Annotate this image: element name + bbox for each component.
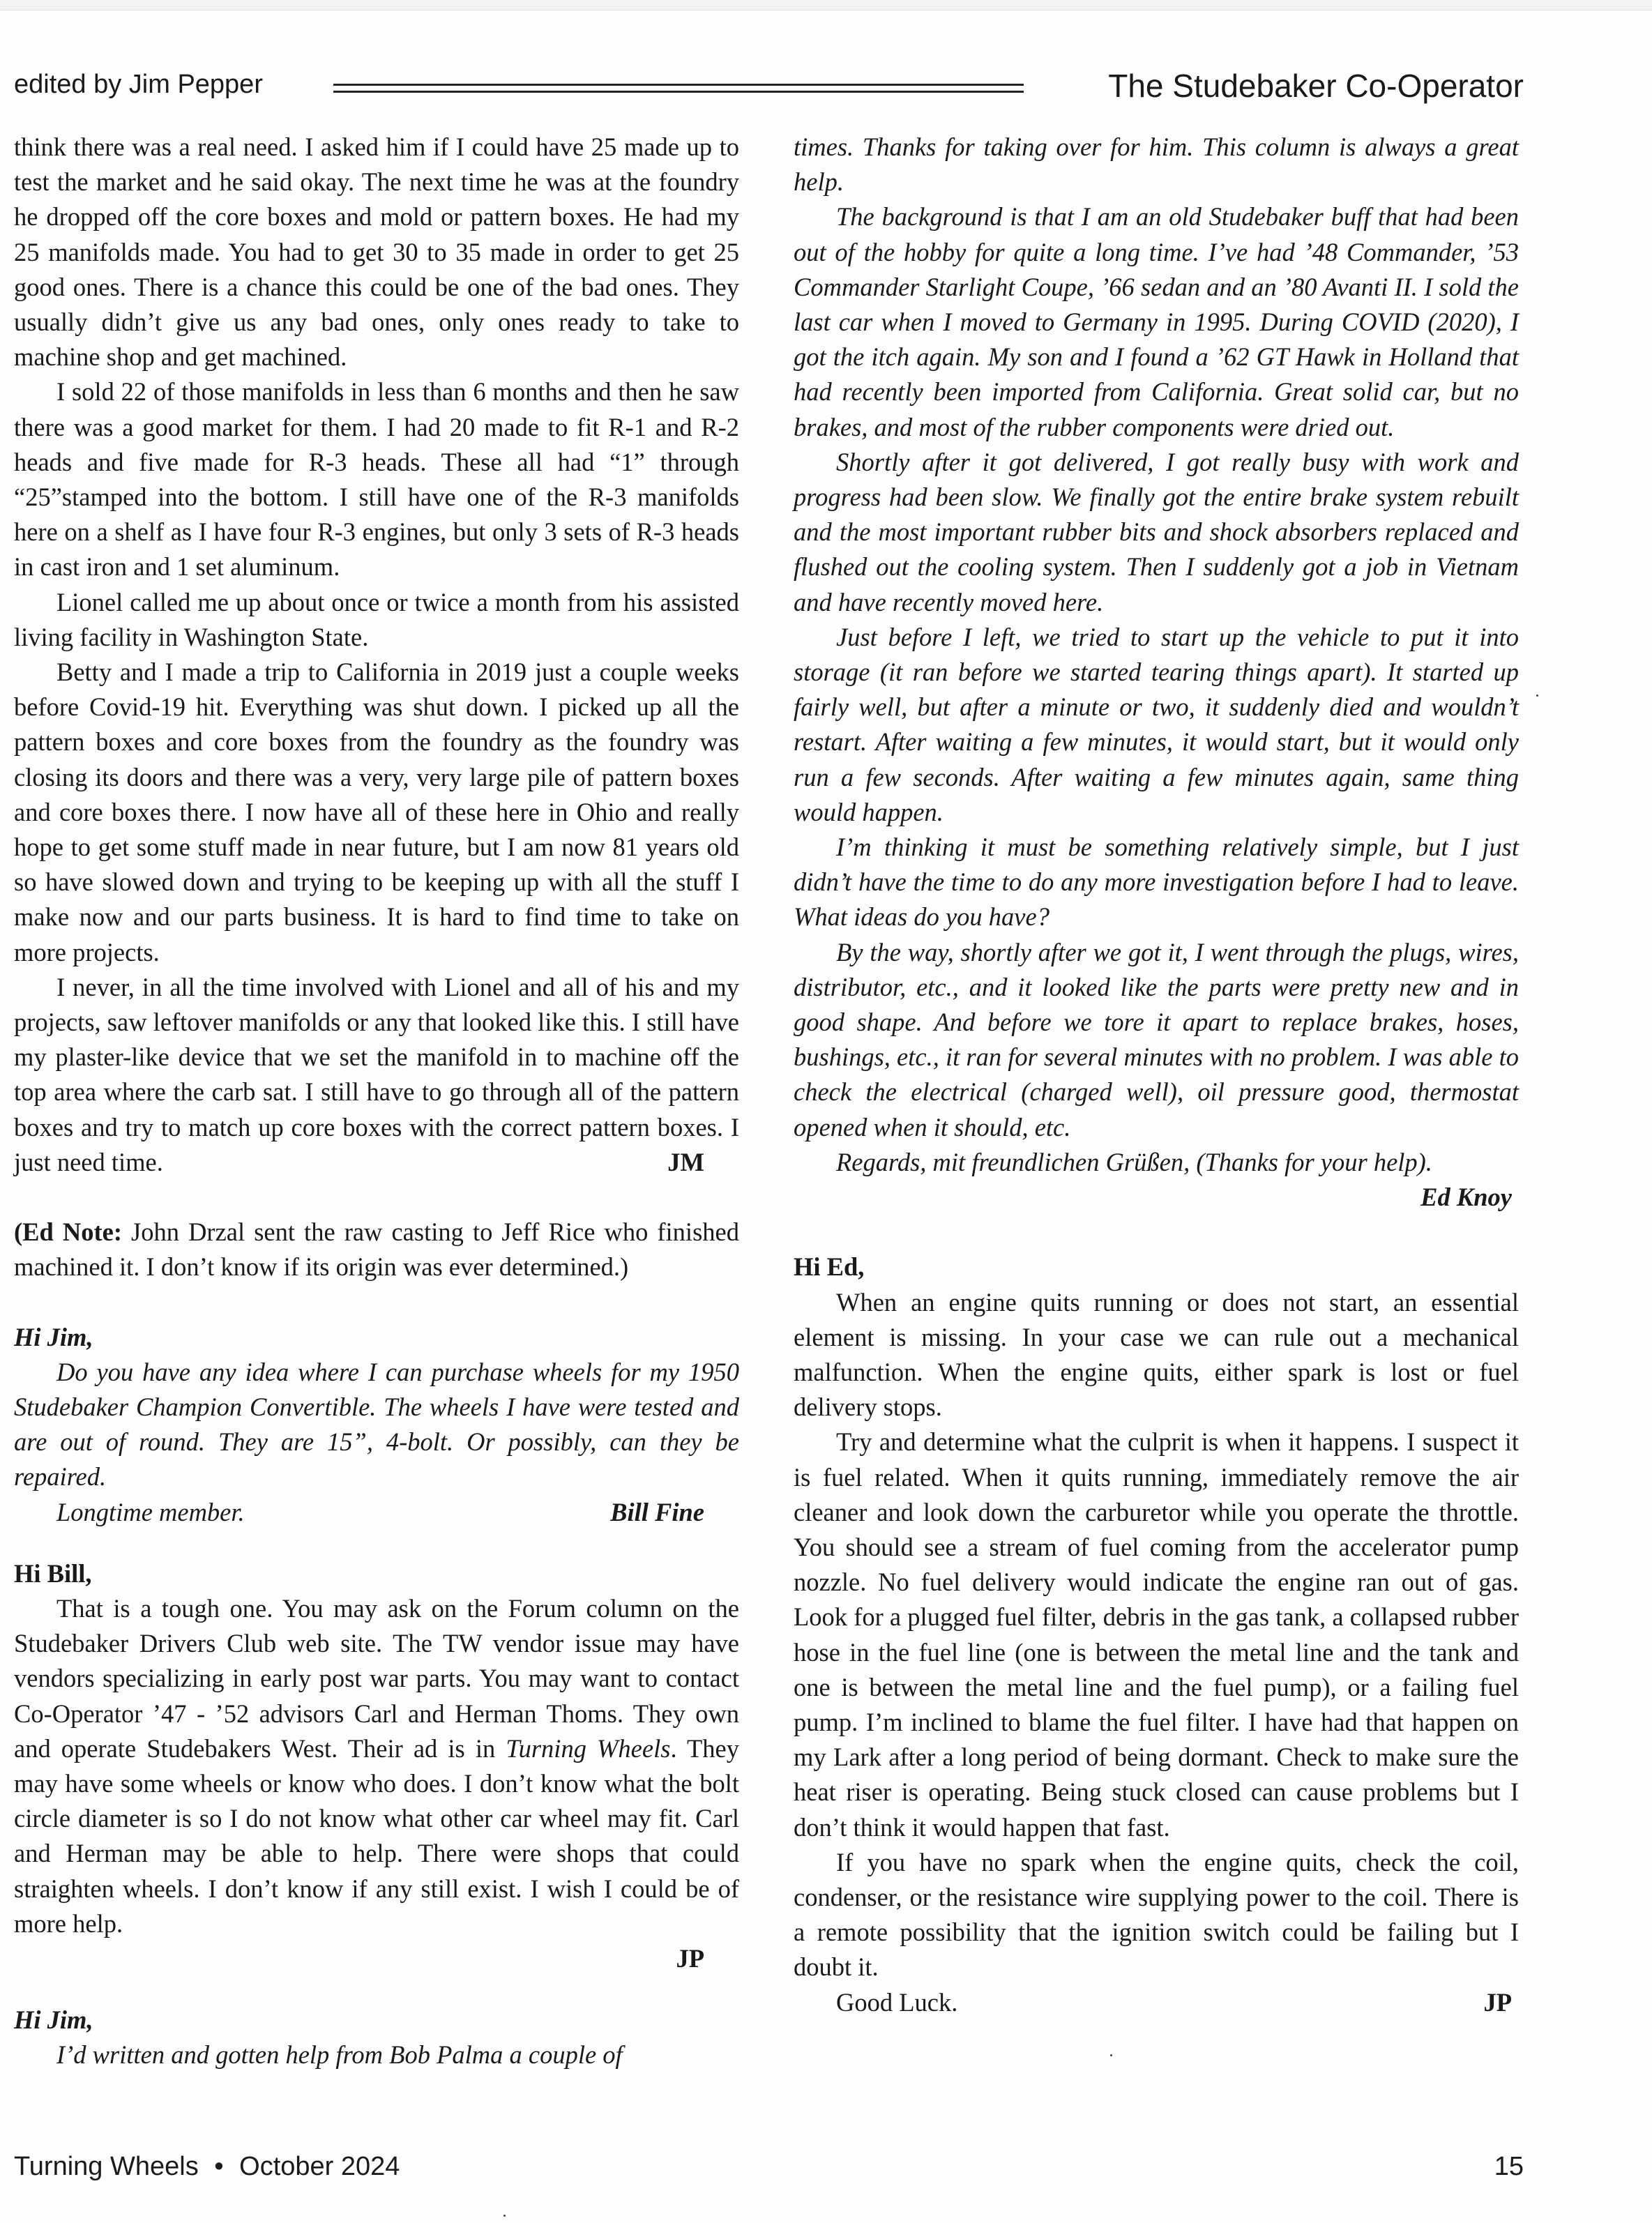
letter-body-start: I’d written and gotten help from Bob Palma a couple of xyxy=(56,2040,623,2070)
header-rule-top xyxy=(333,84,1024,86)
reply-text: . They may have some wheels or know who does. I don’t know what the bolt circle diameter is so I do not know what other car wheel may fit. Carl and Herman may be able to help. There were shops that could straighten wheels. I don’t know if any still exist. I wish I could be of more help. xyxy=(14,1733,739,1938)
ed-note xyxy=(14,1215,739,1284)
scan-speck xyxy=(503,2215,506,2217)
publication-title: The Studebaker Co-Operator xyxy=(1108,68,1524,104)
editor-credit: edited by Jim Pepper xyxy=(14,70,263,99)
page-number: 15 xyxy=(1494,2152,1524,2181)
letter-closing-line xyxy=(14,1495,739,1530)
letter-body: Shortly after it got delivered, I got really busy with work and progress had been slow. We finally got the entire brake system rebuilt and the most important rubber bits and shock absorbers replaced and flushed out the cooling system. Then I suddenly got a job in Vietnam and have recently moved here. xyxy=(794,447,1519,616)
letter-closing: Regards, mit freundlichen Grüßen, (Thanks for your help). xyxy=(836,1147,1432,1176)
reply-closing: Good Luck. xyxy=(836,1987,958,2017)
scan-speck xyxy=(1110,2054,1112,2056)
letter-body: By the way, shortly after we got it, I went through the plugs, wires, distributor, etc., and it looked like the parts were pretty new and in good shape. And before we tore it apart to replace brakes, hoses, bushings, etc., it ran for several minutes with no problem. I was able to check the electrical (charged well), oil pressure good, thermostat opened when it should, etc. xyxy=(794,937,1519,1141)
ed-note-text: John Drzal sent the raw casting to Jeff Rice who finished machined it. I don’t know if its origin was ever determined.) xyxy=(14,1217,739,1282)
reply-closing-line xyxy=(794,1985,1519,2020)
reply-magazine-title: Turning Wheels xyxy=(506,1733,671,1763)
paragraph-text: I never, in all the time involved with Lionel and all of his and my projects, saw leftover manifolds or any that looked like this. I still have my plaster-like device that we set the manifold in to machine off the top area where the carb sat. I still have to go through all of the pattern boxes and try to match up core boxes with the correct pattern boxes. I just need time. xyxy=(14,972,740,1176)
letter-body: times. Thanks for taking over for him. This column is always a great help. xyxy=(794,132,1519,197)
letter-signature: Ed Knoy xyxy=(1420,1183,1512,1212)
left-column xyxy=(14,130,739,2073)
footer-date: October 2024 xyxy=(239,2152,400,2181)
paragraph: I sold 22 of those manifolds in less than 6 months and then he saw there was a good market for them. I had 20 made to fit R-1 and R-2 heads and five made for R-3 heads. These all had “1” through “25”stamped into the bottom. I still have one of the R-3 manifolds here on a shelf as I have four R-3 engines, but only 3 sets of R-3 heads in cast iron and 1 set aluminum. xyxy=(14,377,739,582)
ed-note-label: (Ed Note: xyxy=(14,1217,122,1247)
footer-magazine: Turning Wheels xyxy=(14,2152,199,2181)
reply-signature: JP xyxy=(1483,1987,1512,2017)
reply-body: Try and determine what the culprit is when it happens. I suspect it is fuel related. When it quits running, immediately remove the air cleaner and look down the carburetor while you operate the throttle. You should see a stream of fuel coming from the accelerator pump nozzle. No fuel delivery would indicate the engine ran out of gas. Look for a plugged fuel filter, debris in the gas tank, a collapsed rubber hose in the fuel line (one is between the metal line and the tank and one is between the metal line and the fuel pump), or a failing fuel pump. I’m inclined to blame the fuel filter. I have had that happen on my Lark after a long period of being dormant. Check to make sure the heat riser is operating. Being stuck closed can cause problems but I don’t think it would happen that fast. xyxy=(794,1427,1519,1842)
paragraph xyxy=(14,970,739,1180)
right-column xyxy=(794,130,1519,2020)
letter-body: The background is that I am an old Studebaker buff that had been out of the hobby for quite a long time. I’ve had ’48 Commander, ’53 Commander Starlight Coupe, ’66 sedan and an ’80 Avanti II. I sold the last car when I moved to Germany in 1995. During COVID (2020), I got the itch again. My son and I found a ’62 GT Hawk in Holland that had recently been imported from California. Great solid car, but no brakes, and most of the rubber components were dried out. xyxy=(794,202,1519,441)
reply-greeting: Hi Bill, xyxy=(14,1558,92,1588)
letter-body: I’m thinking it must be something relatively simple, but I just didn’t have the time to do any more investigation before I had to leave. What ideas do you have? xyxy=(794,833,1519,932)
reply-signature: JP xyxy=(676,1943,704,1973)
footer-issue xyxy=(14,2152,400,2182)
paragraph: think there was a real need. I asked him if I could have 25 made up to test the market and he said okay. The next time he was at the foundry he dropped off the core boxes and mold or pattern boxes. He had my 25 manifolds made. You had to get 30 to 35 made in order to get 25 good ones. There is a chance this could be one of the bad ones. They usually didn’t give us any bad ones, only ones ready to take to machine shop and get machined. xyxy=(14,132,739,372)
paragraph: Lionel called me up about once or twice a month from his assisted living facility in Washington State. xyxy=(14,587,739,651)
letter-signature: Bill Fine xyxy=(610,1497,704,1526)
footer-bullet: • xyxy=(214,2152,224,2181)
letter-greeting: Hi Jim, xyxy=(14,1322,93,1351)
header-rule-bottom xyxy=(333,91,1024,93)
signature-jm: JM xyxy=(667,1147,704,1176)
letter-greeting: Hi Jim, xyxy=(14,2005,93,2035)
letter-body: Do you have any idea where I can purchase wheels for my 1950 Studebaker Champion Convertible. The wheels I have were tested and are out of round. They are 15”, 4-bolt. Or possibly, can they be repaired. xyxy=(14,1357,739,1492)
reply-greeting: Hi Ed, xyxy=(794,1252,865,1282)
reply-body: If you have no spark when the engine quits, check the coil, condenser, or the resistance wire supplying power to the coil. There is a remote possibility that the ignition switch could be failing but I doubt it. xyxy=(794,1847,1519,1982)
reply-body xyxy=(14,1591,739,1941)
letter-closing: Longtime member. xyxy=(56,1497,245,1526)
scan-speck xyxy=(1536,695,1538,697)
reply-body: When an engine quits running or does not start, an essential element is missing. In your case we can rule out a mechanical malfunction. When the engine quits, either spark is lost or fuel delivery stops. xyxy=(794,1287,1519,1422)
paragraph: Betty and I made a trip to California in 2019 just a couple weeks before Covid-19 hit. Everything was shut down. I picked up all the pattern boxes and core boxes from the foundry as the foundry was closing its doors and there was a very, very large pile of pattern boxes and core boxes there. I now have all of these here in Ohio and really hope to get some stuff made in near future, but I am now 81 years old so have slowed down and trying to be keeping up with all the stuff I make now and our parts business. It is hard to find time to take on more projects. xyxy=(14,658,739,966)
letter-body: Just before I left, we tried to start up the vehicle to put it into storage (it ran before we started tearing things apart). It started up fairly well, but after a minute or two, it suddenly died and wouldn’t restart. After waiting a few minutes, it would start, but it would only run a few seconds. After waiting a few minutes again, same thing would happen. xyxy=(794,622,1519,826)
reply-text: That is a tough one. You may ask on the Forum column on the Studebaker Drivers Club web site. The TW vendor issue may have vendors specializing in early post war parts. You may want to contact Co-Operator ’47 - ’52 advisors Carl and Herman Thoms. They own and operate Studebakers West. Their ad is in xyxy=(14,1593,739,1763)
scan-edge xyxy=(0,0,1652,10)
